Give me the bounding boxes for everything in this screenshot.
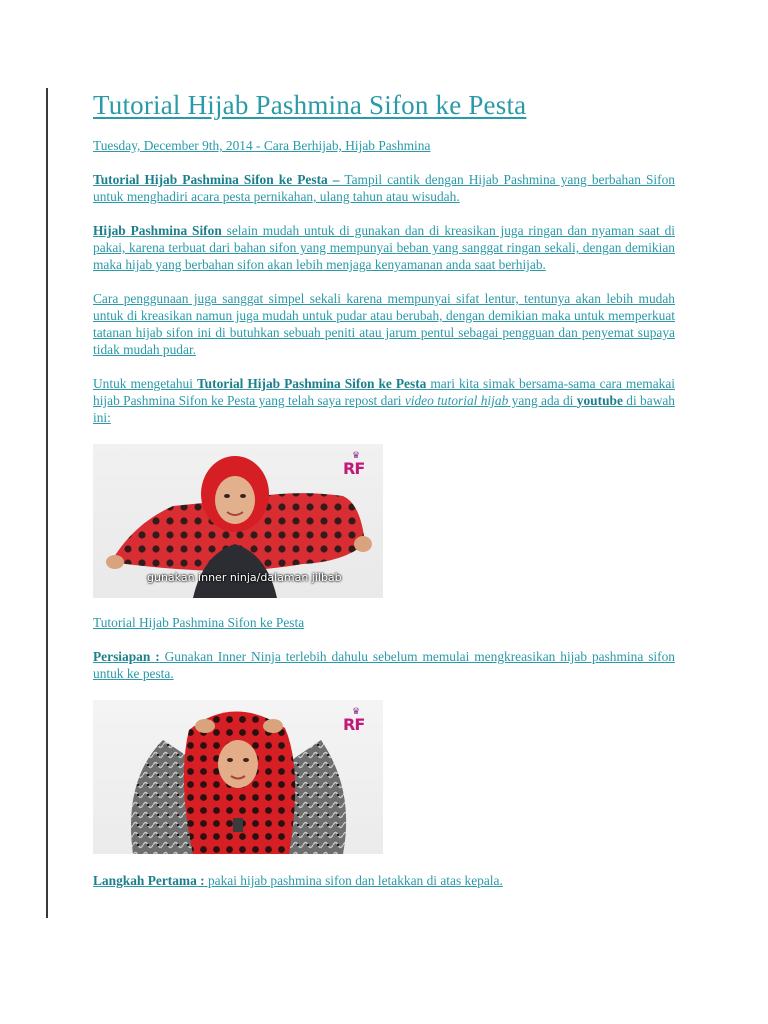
paragraph-sifon xyxy=(93,222,675,273)
video-subtitle: gunakan inner ninja/dalaman jilbab xyxy=(147,571,342,584)
persiapan-text: Gunakan Inner Ninja terlebih dahulu sebelum memulai mengkreasikan hijab pashmina sifon untuk ke pesta. xyxy=(93,649,675,681)
video-tutorial-link[interactable]: video tutorial hijab xyxy=(404,393,509,408)
article xyxy=(93,88,675,889)
langkah-text: pakai hijab pashmina sifon dan letakkan di atas kepala. xyxy=(204,873,503,888)
logo-text: RF xyxy=(343,715,365,734)
paragraph-usage: Cara penggunaan juga sanggat simpel sekali karena mempunyai sifat lentur, tentunya akan lebih mudah untuk di kreasikan namun juga mudah untuk pudar atau berubah, dengan demikian maka untuk memperkuat tatanan hijab sifon ini di butuhkan sebuah peniti atau jarum pentul sebagai pengguan dan penyemat supaya tidak mudah pudar. xyxy=(93,291,675,357)
tutorial-intro-post: di bawah ini: xyxy=(93,393,676,425)
paragraph-langkah-pertama xyxy=(93,872,675,889)
intro-bold[interactable]: Tutorial Hijab Pashmina Sifon ke Pesta – xyxy=(93,172,340,187)
image-caption-link[interactable]: Tutorial Hijab Pashmina Sifon ke Pesta xyxy=(93,615,305,630)
logo-text: RF xyxy=(343,459,365,478)
paragraph-persiapan xyxy=(93,648,675,682)
margin-rule xyxy=(46,88,48,918)
intro-text: Tampil cantik dengan Hijab Pashmina yang berbahan Sifon untuk menghadiri acara pesta pernikahan, ulang tahun atau wisudah. xyxy=(93,172,675,204)
crown-icon: ♛ xyxy=(351,706,361,716)
langkah-bold[interactable]: Langkah Pertama : xyxy=(93,873,205,888)
tutorial-intro-mid2: yang ada di xyxy=(508,393,577,408)
tutorial-image-1[interactable] xyxy=(93,444,383,598)
intro-paragraph xyxy=(93,171,675,205)
channel-logo xyxy=(343,452,369,482)
tutorial-intro-bold[interactable]: Tutorial Hijab Pashmina Sifon ke Pesta xyxy=(196,376,427,391)
crown-icon: ♛ xyxy=(351,450,361,460)
youtube-link[interactable]: youtube xyxy=(576,393,623,408)
page-title[interactable]: Tutorial Hijab Pashmina Sifon ke Pesta xyxy=(93,90,527,120)
channel-logo-2 xyxy=(343,708,369,738)
tutorial-image-2[interactable] xyxy=(93,700,383,854)
tutorial-intro-pre: Untuk mengetahui xyxy=(93,376,197,391)
paragraph-tutorial-intro xyxy=(93,375,675,426)
persiapan-bold[interactable]: Persiapan : xyxy=(93,649,160,664)
tutorial-image-2-art xyxy=(93,700,383,854)
tutorial-intro-mid: mari kita simak bersama-sama cara memakai hijab Pashmina Sifon ke Pesta yang telah saya repost dari xyxy=(93,376,676,408)
post-meta[interactable]: Tuesday, December 9th, 2014 - Cara Berhijab, Hijab Pashmina xyxy=(93,138,431,153)
sifon-text: selain mudah untuk di gunakan dan di kreasikan juga ringan dan nyaman saat di pakai, karena terbuat dari bahan sifon yang mempunyai beban yang sanggat ringan sekali, dengan demikian maka hijab yang berbahan sifon akan lebih menjaga kenyamanan anda saat berhijab. xyxy=(93,223,675,272)
sifon-bold[interactable]: Hijab Pashmina Sifon xyxy=(93,223,222,238)
